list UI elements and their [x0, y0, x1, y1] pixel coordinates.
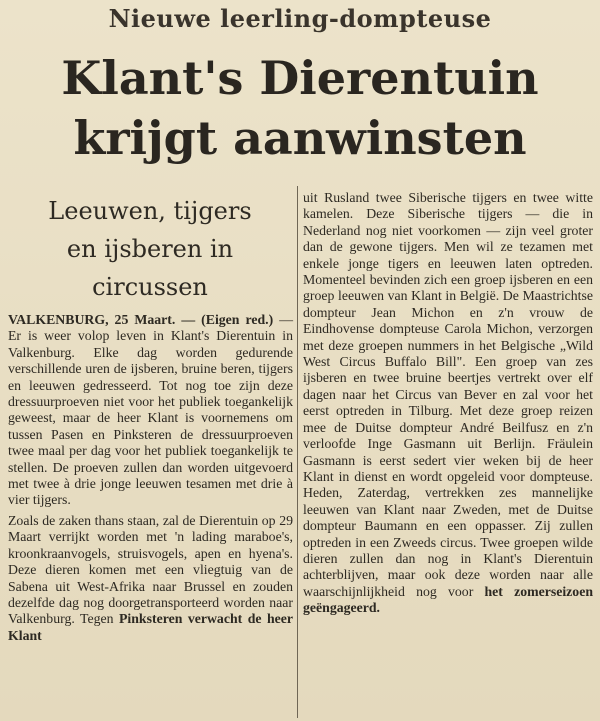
paragraph-1-body: — Er is weer volop leven in Klant's Dierentuin in Valkenburg. Elke dag worden gedurende verschillende uren de ijsberen, bruine beren, tijgers en leeuwen gedresseerd. Tot nog toe zijn deze dressuurproeven niet voor het publiek toegankelijk geweest, maar de heer Klant is voornemens om tussen Pasen en Pinksteren de dressuurproeven twee maal per dag voor het publiek toegankelijk te stellen. De proeven zullen dan worden uitgevoerd met twee à drie jonge leeuwen tesamen met drie à vier tijgers. — [8, 312, 293, 508]
headline-line-1: Klant's Dierentuin — [61, 51, 539, 105]
article-column-left — [8, 312, 293, 644]
subhead-line-1: Leeuwen, tijgers — [48, 197, 252, 225]
kicker: Nieuwe leerling-dompteuse — [108, 4, 492, 33]
paragraph-2-body: Zoals de zaken thans staan, zal de Dierentuin op 29 Maart verrijkt worden met 'n lading maraboe's, kroonkraanvogels, struisvogels, apen en hyena's. Deze dieren komen met een vliegtuig van de Sabena uit West-Afrika naar Brussel en zouden dezelfde dag nog doorgetransporteerd worden naar Valkenburg. Tegen — [8, 512, 293, 627]
article-column-right — [303, 190, 593, 617]
paragraph-3-end: het zomerseizoen geëngageerd. — [303, 583, 593, 616]
paragraph-2 — [8, 513, 293, 644]
dateline: VALKENBURG, 25 Maart. — (Eigen red.) — [8, 312, 274, 327]
subhead-line-3: circussen — [92, 273, 208, 301]
subhead-line-2: en ijsberen in — [66, 235, 234, 263]
column-divider — [297, 186, 298, 718]
paragraph-3-body: uit Rusland twee Siberische tijgers en twee witte kamelen. Deze Siberische tijgers — die in Nederland nog niet voorkomen — zijn veel groter dan de gewone tijgers. Men wil ze tezamen met enkele jonge tigers en leeuwen laten optreden. Momenteel bevinden zich een groep ijsberen en een groep leeuwen van Klant in België. De Maastrichtse dompteur Jean Michon en z'n vrouw de Eindhovense dompteuse Carola Michon, verzorgen met deze groepen nummers in het Belgische „Wild West Circus Buffalo Bill". Een groep van zes ijsberen en twee bruine beertjes vertrekt over elf dagen naar het Circus van Bever en zal voor het eerst optreden in Tilburg. Met deze groep reizen mee de Duitse dompteur André Beilfusz en z'n verloofde Inge Gasmann uit Berlijn. Fräulein Gasmann is eerst sedert vier weken bij de heer Klant in dienst en wordt opgeleid voor dompteuse. Heden, Zaterdag, vertrekken zes mannelijke leeuwen van Klant naar Zweden, met de Duitse dompteur Baumann en een oppasser. Zij zullen optreden in een Zweeds circus. Twee groepen wilde dieren zullen dan nog in Klant's Dierentuin achterblijven, maar ook deze worden naar alle waarschijnlijkheid nog voor — [303, 190, 593, 599]
paragraph-3 — [303, 190, 593, 617]
paragraph-1 — [8, 312, 293, 509]
headline-line-2: krijgt aanwinsten — [73, 111, 527, 165]
paragraph-2-end: Pinksteren verwacht de heer Klant — [8, 611, 293, 643]
